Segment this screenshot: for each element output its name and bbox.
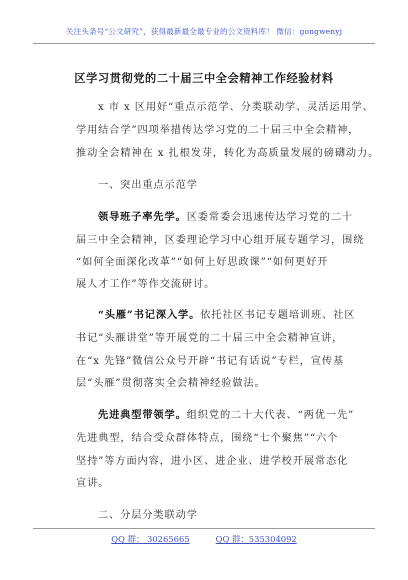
para2-lead: “头雁”书记深入学。 bbox=[98, 309, 201, 321]
para2-line-1 bbox=[98, 306, 355, 321]
para1-line-1 bbox=[98, 208, 353, 223]
para1-rest: 区委常委会迅速传达学习党的二十 bbox=[186, 212, 354, 223]
para1-line-2: 届三中全会精神，区委理论学习中心组开展专题学习，围绕 bbox=[76, 235, 365, 246]
intro-line-2: 学用结合学”四项举措传达学习党的二十届三中全会精神， bbox=[76, 125, 360, 136]
para1-line-4: 展人才工作”等作交流研讨。 bbox=[76, 279, 216, 290]
para2-line-3: 在“x 先锋”微信公众号开辟“书记有话说”专栏，宣传基 bbox=[76, 356, 345, 367]
para3-line-4: 宣讲。 bbox=[76, 478, 110, 489]
intro-line-1: x 市 x 区用好“重点示范学、分类联动学、灵活运用学、 bbox=[98, 102, 374, 113]
para3-lead: 先进典型带领学。 bbox=[98, 409, 187, 421]
document-title: 区学习贯彻党的二十届三中全会精神工作经验材料 bbox=[74, 71, 334, 85]
para1-line-3: “如何全面深化改革”“如何上好思政课”“如何更好开 bbox=[76, 257, 329, 268]
footer bbox=[0, 533, 408, 545]
section-2-heading: 二、分层分类联动学 bbox=[98, 510, 198, 521]
intro-line-3: 推动全会精神在 x 扎根发芽，转化为高质量发展的磅礴动力。 bbox=[76, 148, 380, 159]
footer-qq-group-1[interactable]: QQ 群： 30265665 bbox=[111, 534, 190, 544]
para3-line-1 bbox=[98, 406, 354, 421]
para3-line-3: 坚持”等方面内容，进小区、进企业、进学校开展常态化 bbox=[76, 456, 349, 467]
header-banner: 关注头条号“公文研究”，获得最新最全最专业的公文资料库！ 微信：gongwenyj bbox=[65, 27, 343, 36]
header-divider bbox=[33, 43, 375, 44]
para2-line-2: 书记“头雁讲堂”等开展党的二十届三中全会精神宣讲， bbox=[76, 333, 344, 344]
section-1-heading: 一、突出重点示范学 bbox=[98, 180, 198, 191]
footer-qq-group-2[interactable]: QQ 群：535304092 bbox=[215, 534, 297, 544]
para2-rest: 依托社区书记专题培训班、社区 bbox=[200, 310, 356, 321]
footer-divider bbox=[33, 528, 375, 529]
para1-lead: 领导班子率先学。 bbox=[98, 211, 187, 223]
para3-rest: 组织党的二十大代表、“两优一先” bbox=[186, 410, 355, 421]
para2-line-4: 层“头雁”贯彻落实全会精神经验做法。 bbox=[76, 378, 266, 389]
para3-line-2: 先进典型，结合受众群体特点，围绕“七个聚焦”“六个 bbox=[76, 433, 339, 444]
